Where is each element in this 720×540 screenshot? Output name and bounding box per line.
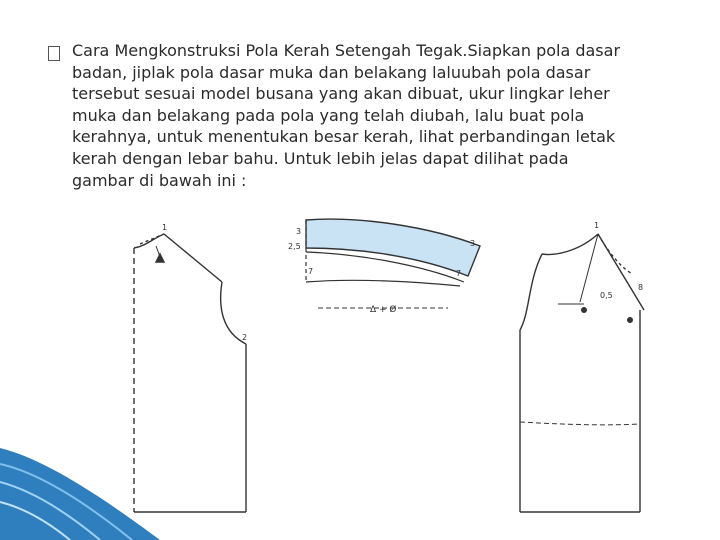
front-label-05: 0,5 — [600, 291, 613, 300]
collar-label-25: 2,5 — [288, 242, 301, 251]
corner-decoration — [0, 448, 160, 540]
front-label-1: 1 — [594, 221, 600, 230]
collar-label-7b: 7 — [456, 269, 462, 278]
collar-label-7a: 7 — [308, 267, 314, 276]
collar-formula: Δ + Ø — [370, 305, 397, 315]
bullet-icon — [48, 46, 60, 61]
front-bodice-pattern — [520, 234, 644, 512]
instruction-paragraph: Cara Mengkonstruksi Pola Kerah Setengah Tegak.Siapkan pola dasar badan, jiplak pola dasar muka dan belakang laluubah pola dasar tersebut sesuai model busana yang akan dibuat, ukur lingkar leher muka dan belakang pada pola yang telah diubah, lalu buat pola kerahnya, untuk menentukan besar kerah, lihat perbandingan letak kerah dengan lebar bahu. Untuk lebih jelas dapat dilihat pada gambar di bawah ini : — [72, 41, 621, 190]
collar-label-3a: 3 — [296, 227, 302, 236]
back-label-1: 1 — [162, 223, 168, 232]
pattern-drawing — [118, 212, 678, 526]
front-label-8: 8 — [638, 283, 644, 292]
collar-pattern — [306, 219, 480, 308]
back-label-2: 2 — [242, 333, 248, 342]
collar-pattern-figure — [118, 212, 678, 526]
collar-label-3b: 3 — [470, 239, 476, 248]
collar-shape — [306, 219, 480, 276]
